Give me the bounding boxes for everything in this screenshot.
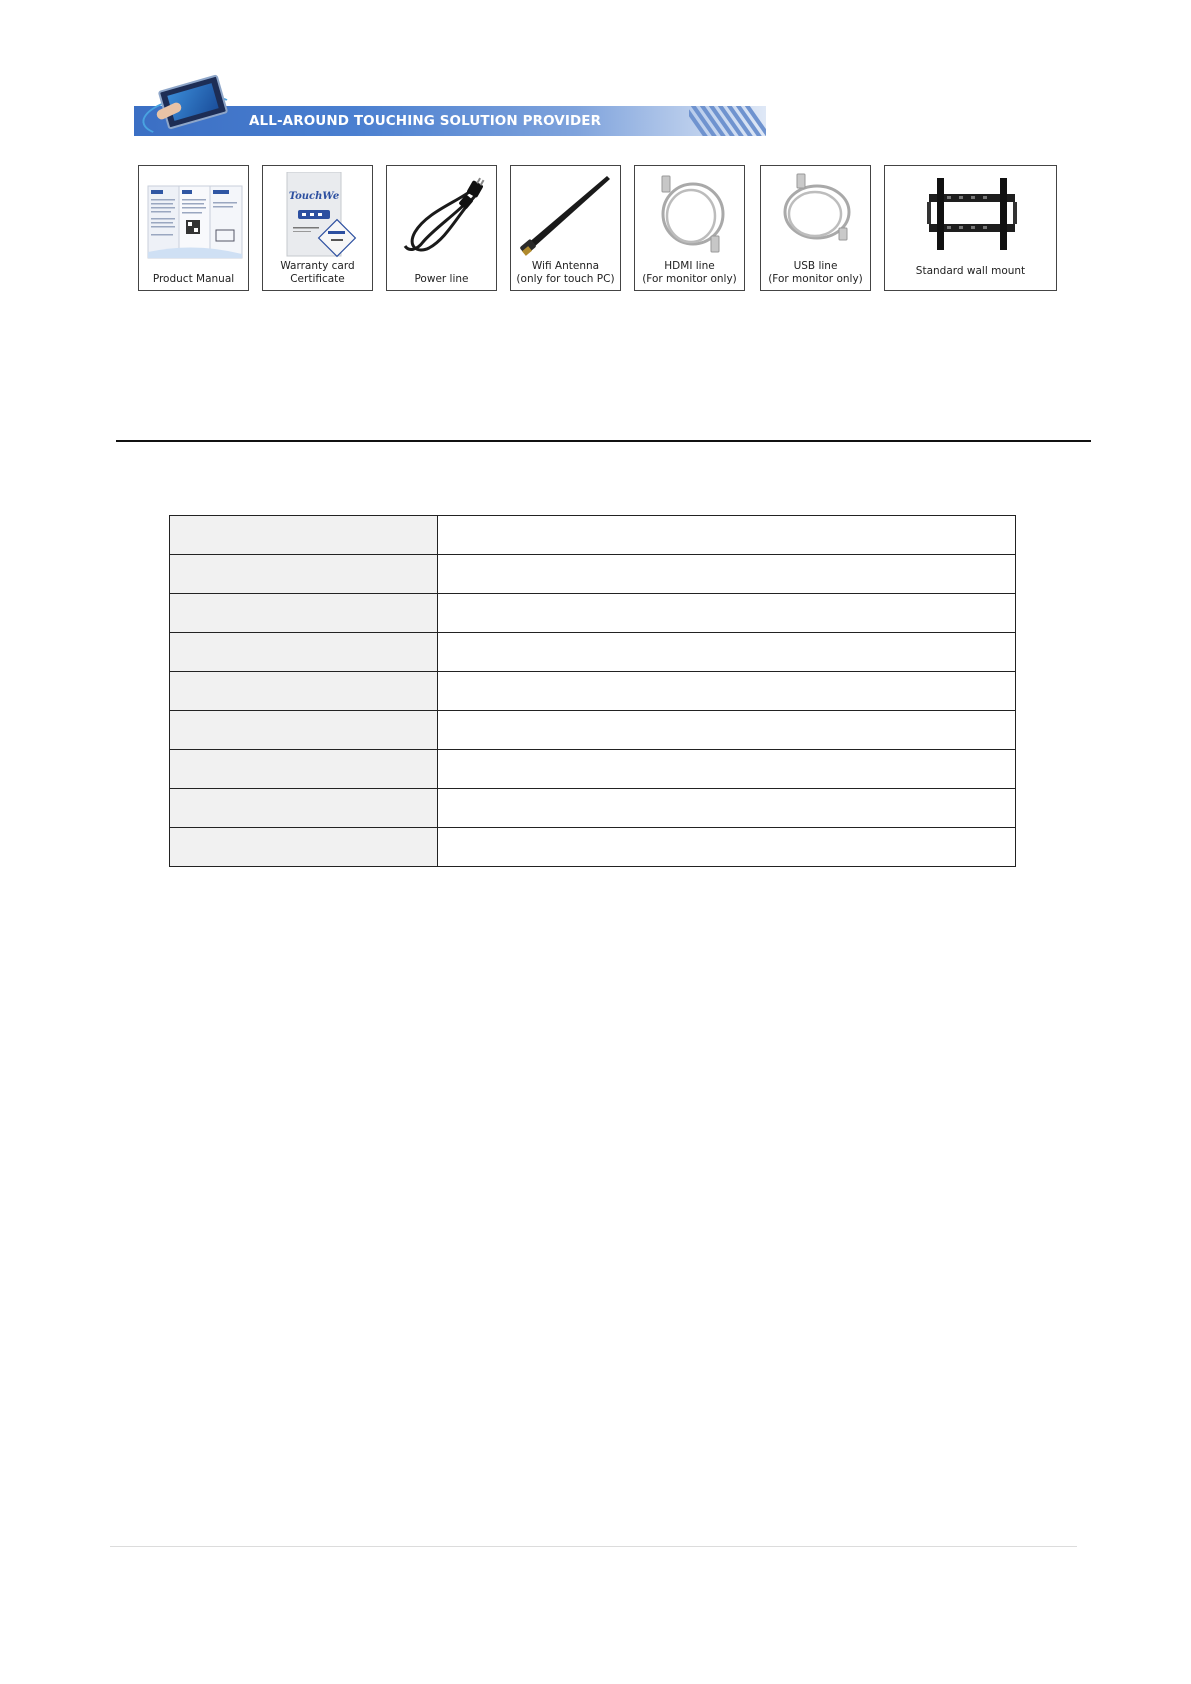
usb-cable-icon: [761, 172, 872, 262]
accessory-label: Warranty card Certificate: [280, 260, 355, 285]
table-row: [170, 672, 1016, 711]
header-banner: [134, 76, 766, 140]
table-row: [170, 516, 1016, 555]
accessory-product-manual: [138, 165, 249, 291]
spec-value-cell: [438, 750, 1016, 789]
accessory-usb-line: [760, 165, 871, 291]
manual-booklet-icon: [139, 172, 250, 262]
spec-key-cell: [170, 750, 438, 789]
accessory-hdmi-line: [634, 165, 745, 291]
spec-value-cell: [438, 555, 1016, 594]
spec-table: [169, 515, 1016, 867]
spec-key-cell: [170, 711, 438, 750]
power-cord-icon: [387, 172, 498, 262]
spec-key-cell: [170, 789, 438, 828]
banner-stripes: [689, 106, 766, 136]
spec-key-cell: [170, 594, 438, 633]
section-divider: [116, 440, 1091, 442]
table-row: [170, 555, 1016, 594]
table-row: [170, 633, 1016, 672]
spec-value-cell: [438, 672, 1016, 711]
wall-mount-icon: [885, 172, 1058, 262]
accessory-label: Power line: [414, 273, 469, 285]
spec-value-cell: [438, 789, 1016, 828]
hdmi-cable-icon: [635, 172, 746, 262]
accessory-power-line: [386, 165, 497, 291]
accessory-wall-mount: [884, 165, 1057, 291]
table-row: [170, 594, 1016, 633]
warranty-card-icon: [263, 172, 374, 262]
spec-value-cell: [438, 828, 1016, 867]
accessory-warranty-card: [262, 165, 373, 291]
accessory-label: USB line (For monitor only): [768, 260, 863, 285]
spec-value-cell: [438, 711, 1016, 750]
table-row: [170, 789, 1016, 828]
accessory-label: HDMI line (For monitor only): [642, 260, 737, 285]
accessory-label: Standard wall mount: [915, 265, 1026, 277]
table-row: [170, 711, 1016, 750]
spec-key-cell: [170, 828, 438, 867]
spec-value-cell: [438, 633, 1016, 672]
spec-key-cell: [170, 555, 438, 594]
spec-value-cell: [438, 516, 1016, 555]
accessory-wifi-antenna: [510, 165, 621, 291]
banner-tagline: ALL-AROUND TOUCHING SOLUTION PROVIDER: [249, 113, 602, 129]
accessory-label: Product Manual: [152, 273, 235, 285]
accessory-label: Wifi Antenna (only for touch PC): [516, 260, 615, 285]
footer-divider: [110, 1546, 1077, 1547]
spec-value-cell: [438, 594, 1016, 633]
table-row: [170, 828, 1016, 867]
spec-key-cell: [170, 672, 438, 711]
table-row: [170, 750, 1016, 789]
spec-key-cell: [170, 516, 438, 555]
wifi-antenna-icon: [511, 172, 622, 262]
spec-key-cell: [170, 633, 438, 672]
brand-text: TouchWe: [288, 191, 340, 202]
